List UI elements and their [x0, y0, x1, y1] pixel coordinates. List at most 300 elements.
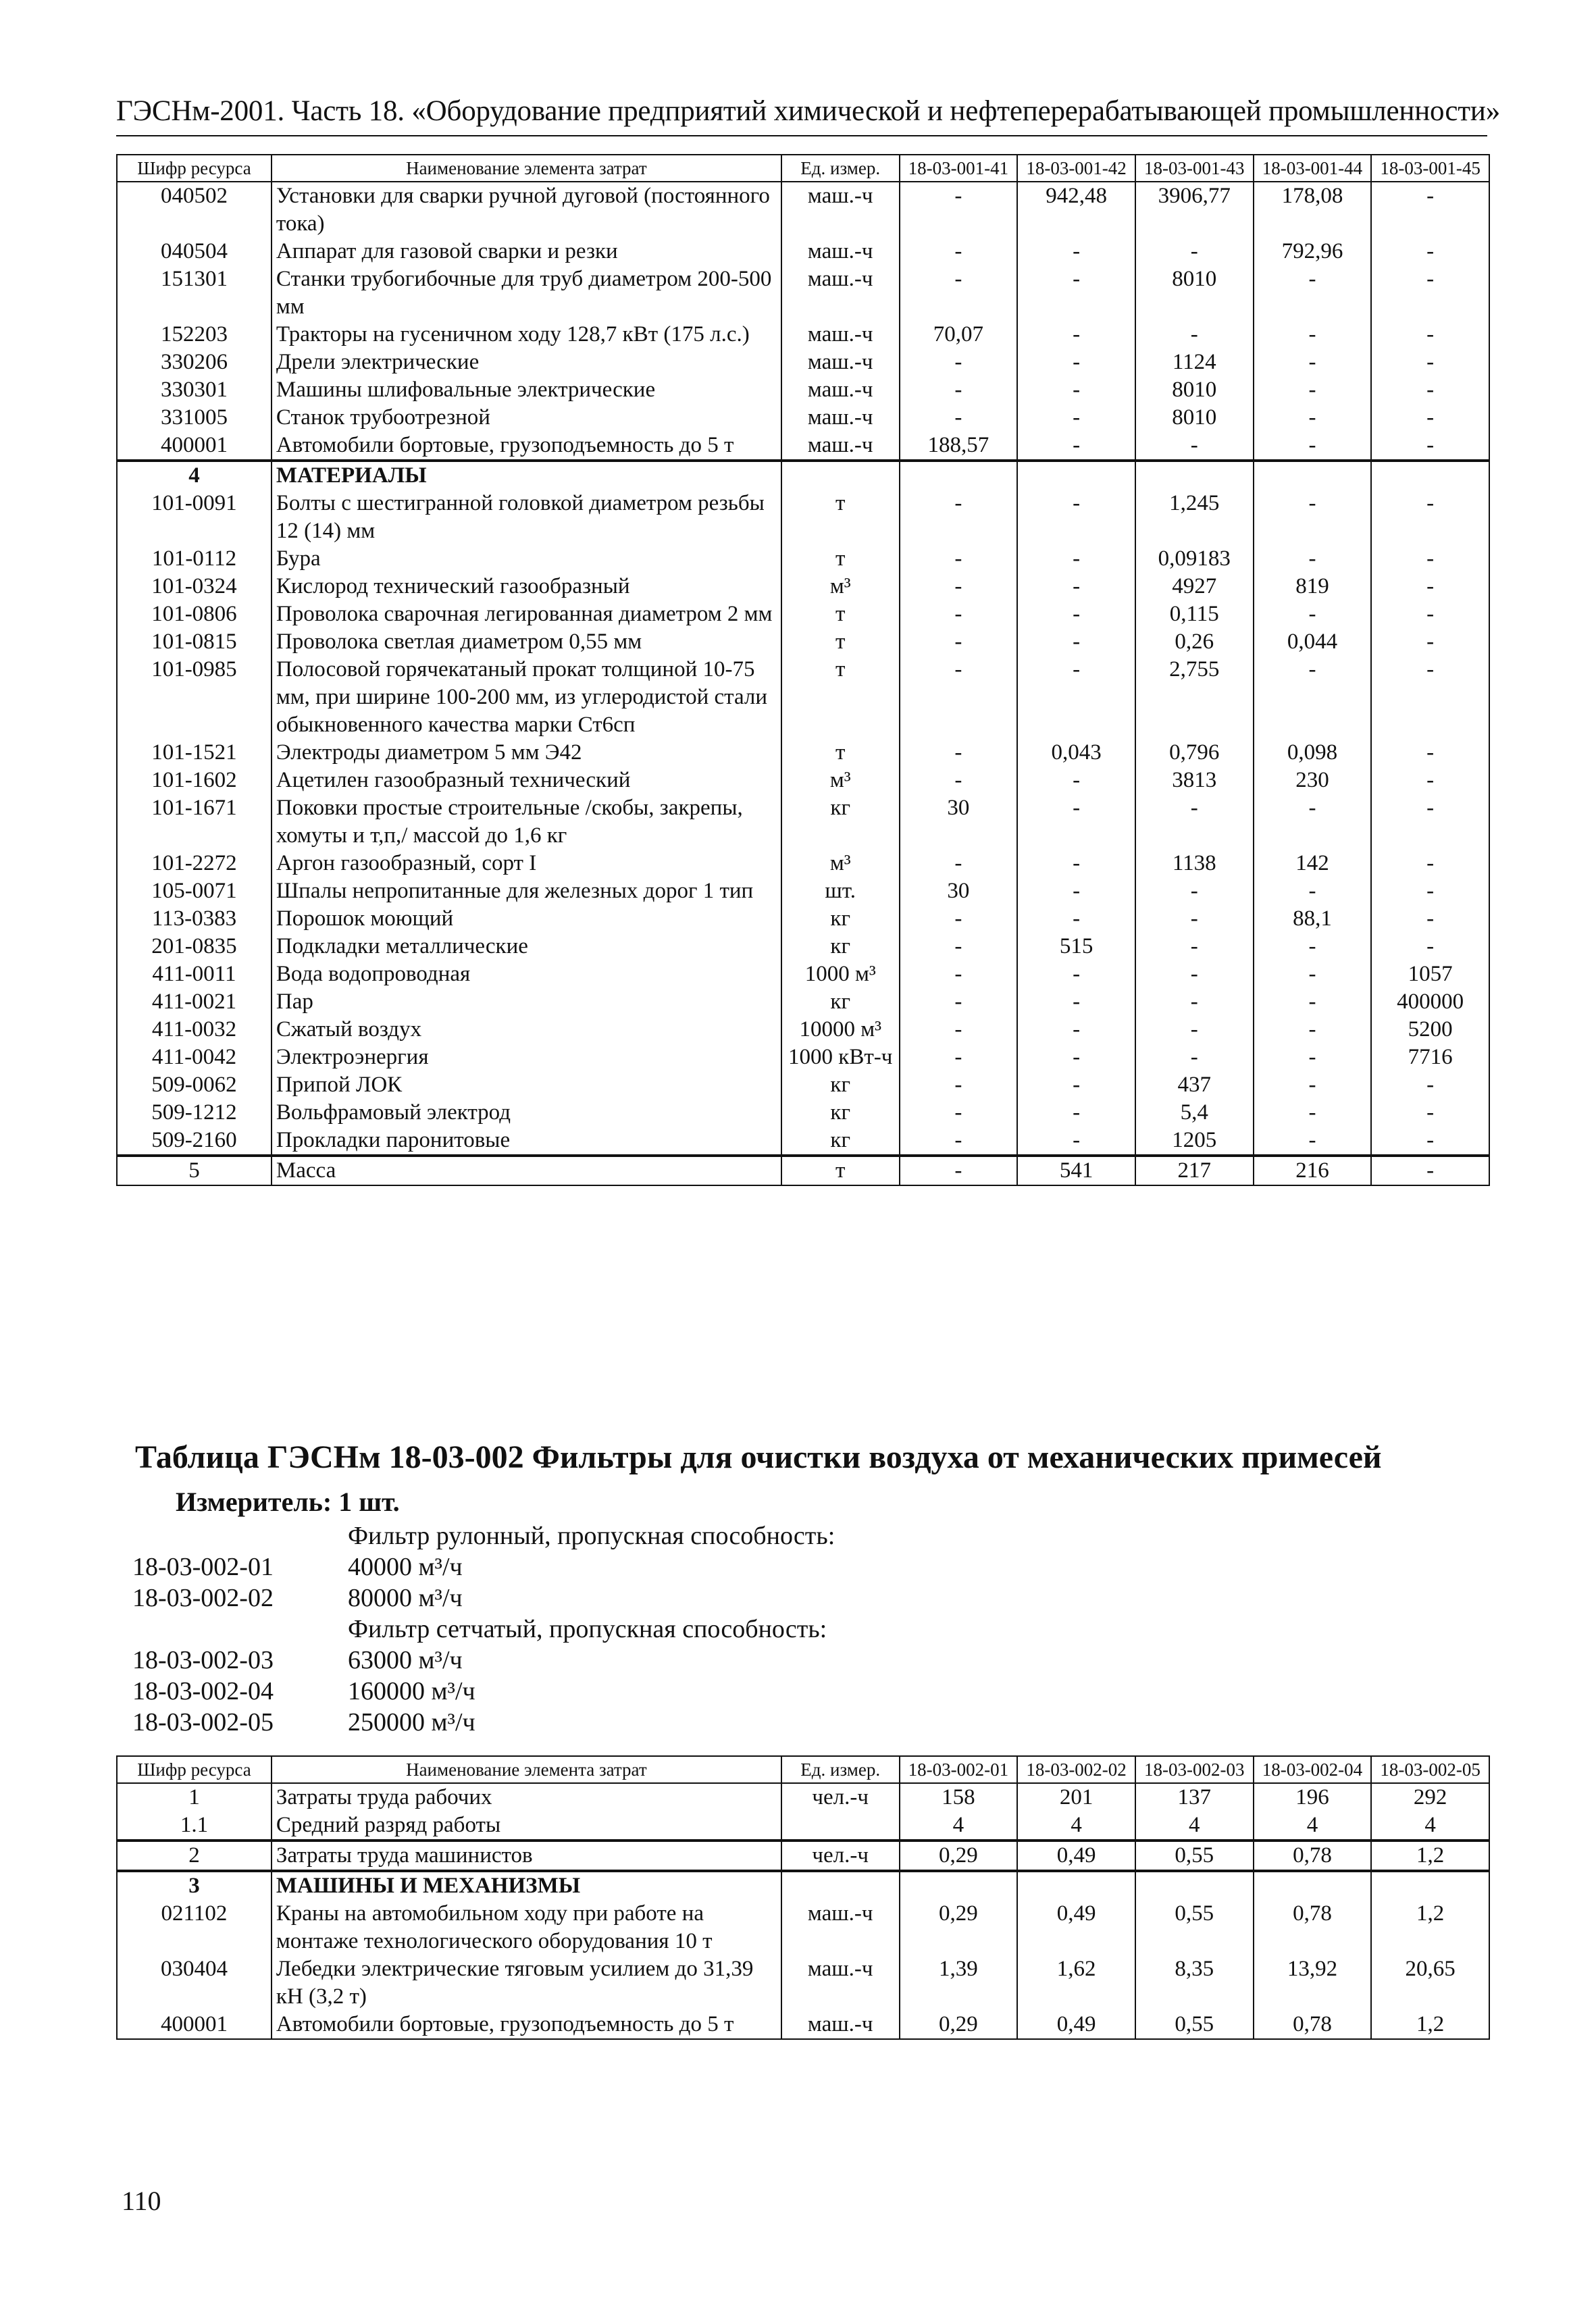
value-cell: 4: [900, 1811, 1018, 1841]
variant-value: 250000 м³/ч: [348, 1708, 475, 1737]
value-cell: -: [1371, 432, 1489, 461]
table-row: [117, 1099, 1489, 1127]
unit-cell: чел.-ч: [781, 1783, 900, 1811]
unit-cell: чел.-ч: [781, 1841, 900, 1871]
value-cell: 0,78: [1254, 1841, 1372, 1871]
value-cell: 88,1: [1254, 905, 1372, 933]
value-cell: 4: [1017, 1811, 1135, 1841]
value-cell: 158: [900, 1783, 1018, 1811]
value-cell: -: [1017, 432, 1135, 461]
resource-code-cell: 021102: [117, 1900, 272, 1955]
value-cell: -: [900, 1156, 1018, 1185]
value-cell: -: [1017, 545, 1135, 573]
unit-cell: кг: [781, 933, 900, 960]
cost-element-name-cell: Припой ЛОК: [272, 1071, 781, 1099]
resource-code-cell: 101-0112: [117, 545, 272, 573]
value-cell: -: [1017, 1016, 1135, 1044]
value-cell: 0,29: [900, 1900, 1018, 1955]
resource-code-cell: 040504: [117, 238, 272, 265]
table-row: [117, 404, 1489, 432]
value-cell: 0,09183: [1135, 545, 1254, 573]
unit-cell: кг: [781, 794, 900, 850]
table-row: [117, 1900, 1489, 1955]
column-header: Ед. измер.: [781, 155, 900, 182]
value-cell: 541: [1017, 1156, 1135, 1185]
value-cell: 7716: [1371, 1044, 1489, 1071]
value-cell: -: [900, 656, 1018, 739]
value-cell: -: [900, 1071, 1018, 1099]
value-cell: 0,043: [1017, 739, 1135, 767]
page-number: 110: [122, 2186, 161, 2216]
value-cell: -: [1254, 1071, 1372, 1099]
resource-code-cell: 4: [117, 461, 272, 490]
value-cell: 0,044: [1254, 628, 1372, 656]
cost-element-name-cell: Проволока светлая диаметром 0,55 мм: [272, 628, 781, 656]
value-cell: -: [1017, 1127, 1135, 1156]
value-cell: 196: [1254, 1783, 1372, 1811]
resource-code-cell: 101-2272: [117, 850, 272, 877]
value-cell: -: [900, 1127, 1018, 1156]
table-row: [117, 1071, 1489, 1099]
variant-code: 18-03-002-04: [132, 1677, 274, 1705]
value-cell: 1138: [1135, 850, 1254, 877]
value-cell: -: [900, 739, 1018, 767]
resource-code-cell: 1: [117, 1783, 272, 1811]
unit-cell: т: [781, 739, 900, 767]
value-cell: -: [900, 265, 1018, 321]
value-cell: 1,2: [1371, 1841, 1489, 1871]
value-cell: -: [1017, 960, 1135, 988]
value-cell: 0,098: [1254, 739, 1372, 767]
value-cell: 1,245: [1135, 490, 1254, 545]
column-header: 18-03-002-02: [1017, 1756, 1135, 1783]
value-cell: -: [1371, 877, 1489, 905]
cost-element-name-cell: МАТЕРИАЛЫ: [272, 461, 781, 490]
cost-element-name-cell: МАШИНЫ И МЕХАНИЗМЫ: [272, 1871, 781, 1900]
column-header: 18-03-001-44: [1254, 155, 1372, 182]
value-cell: -: [900, 960, 1018, 988]
cost-element-name-cell: Болты с шестигранной головкой диаметром резьбы 12 (14) мм: [272, 490, 781, 545]
table-row: [117, 628, 1489, 656]
value-cell: -: [1017, 767, 1135, 794]
value-cell: 4: [1371, 1811, 1489, 1841]
value-cell: 0,29: [900, 2011, 1018, 2039]
value-cell: -: [1254, 490, 1372, 545]
value-cell: -: [1254, 600, 1372, 628]
value-cell: -: [1371, 1099, 1489, 1127]
resource-code-cell: 101-0806: [117, 600, 272, 628]
value-cell: -: [1371, 490, 1489, 545]
value-cell: 0,78: [1254, 2011, 1372, 2039]
table-row: [117, 1783, 1489, 1811]
cost-element-name-cell: Аргон газообразный, сорт I: [272, 850, 781, 877]
value-cell: -: [1017, 850, 1135, 877]
value-cell: -: [900, 1044, 1018, 1071]
cost-element-name-cell: Дрели электрические: [272, 349, 781, 376]
value-cell: -: [1371, 767, 1489, 794]
unit-cell: шт.: [781, 877, 900, 905]
unit-cell: м³: [781, 573, 900, 600]
resource-table-18-03-001: [116, 154, 1490, 1186]
variant-value: 160000 м³/ч: [348, 1677, 475, 1705]
value-cell: -: [1017, 321, 1135, 349]
table-row: [117, 1811, 1489, 1841]
section-row: [117, 1871, 1489, 1900]
table-row: [117, 988, 1489, 1016]
table-row: [117, 960, 1489, 988]
cost-element-name-cell: Подкладки металлические: [272, 933, 781, 960]
table-row: [117, 2011, 1489, 2039]
value-cell: 217: [1135, 1156, 1254, 1185]
table-row: [117, 376, 1489, 404]
value-cell: -: [900, 628, 1018, 656]
value-cell: -: [1017, 794, 1135, 850]
variant-code: 18-03-002-01: [132, 1553, 274, 1581]
value-cell: 2,755: [1135, 656, 1254, 739]
table-row: [117, 656, 1489, 739]
value-cell: -: [1254, 794, 1372, 850]
value-cell: 201: [1017, 1783, 1135, 1811]
value-cell: 30: [900, 794, 1018, 850]
cost-element-name-cell: Бура: [272, 545, 781, 573]
column-header: 18-03-001-42: [1017, 155, 1135, 182]
value-cell: 70,07: [900, 321, 1018, 349]
value-cell: 4: [1254, 1811, 1372, 1841]
resource-code-cell: 330206: [117, 349, 272, 376]
value-cell: -: [900, 1099, 1018, 1127]
table-row: [117, 182, 1489, 238]
value-cell: 437: [1135, 1071, 1254, 1099]
value-cell: -: [1371, 905, 1489, 933]
value-cell: -: [1017, 905, 1135, 933]
table-row: [117, 794, 1489, 850]
value-cell: -: [1371, 628, 1489, 656]
resource-table-18-03-002: [116, 1755, 1490, 2040]
meter-label: Измеритель: 1 шт.: [176, 1487, 400, 1517]
value-cell: -: [1371, 933, 1489, 960]
table-row: [117, 905, 1489, 933]
value-cell: -: [1254, 349, 1372, 376]
cost-element-name-cell: Вода водопроводная: [272, 960, 781, 988]
value-cell: 30: [900, 877, 1018, 905]
variant-group-heading: Фильтр сетчатый, пропускная способность:: [348, 1615, 827, 1643]
value-cell: 0,49: [1017, 1841, 1135, 1871]
resource-code-cell: 101-0091: [117, 490, 272, 545]
unit-cell: маш.-ч: [781, 432, 900, 461]
variant-code: 18-03-002-03: [132, 1646, 274, 1674]
unit-cell: 1000 м³: [781, 960, 900, 988]
value-cell: -: [1135, 432, 1254, 461]
unit-cell: м³: [781, 767, 900, 794]
value-cell: -: [1371, 1127, 1489, 1156]
resource-code-cell: 411-0011: [117, 960, 272, 988]
value-cell: -: [1017, 573, 1135, 600]
value-cell: 0,115: [1135, 600, 1254, 628]
value-cell: 400000: [1371, 988, 1489, 1016]
value-cell: -: [1017, 1044, 1135, 1071]
table-row: [117, 600, 1489, 628]
value-cell: -: [1254, 877, 1372, 905]
unit-cell: кг: [781, 1071, 900, 1099]
value-cell: 1,2: [1371, 1900, 1489, 1955]
value-cell: 142: [1254, 850, 1372, 877]
value-cell: -: [1371, 376, 1489, 404]
cost-element-name-cell: Аппарат для газовой сварки и резки: [272, 238, 781, 265]
value-cell: 792,96: [1254, 238, 1372, 265]
table-row: [117, 739, 1489, 767]
unit-cell: маш.-ч: [781, 1900, 900, 1955]
value-cell: -: [1135, 933, 1254, 960]
resource-code-cell: 509-2160: [117, 1127, 272, 1156]
value-cell: 0,55: [1135, 2011, 1254, 2039]
cost-element-name-cell: Станки трубогибочные для труб диаметром 200-500 мм: [272, 265, 781, 321]
cost-element-name-cell: Кислород технический газообразный: [272, 573, 781, 600]
resource-code-cell: 400001: [117, 432, 272, 461]
value-cell: -: [1017, 404, 1135, 432]
resource-code-cell: 101-1602: [117, 767, 272, 794]
value-cell: [1254, 461, 1372, 490]
cost-element-name-cell: Поковки простые строительные /скобы, закрепы, хомуты и т,п,/ массой до 1,6 кг: [272, 794, 781, 850]
unit-cell: т: [781, 656, 900, 739]
column-header: Наименование элемента затрат: [272, 1756, 781, 1783]
unit-cell: [781, 1811, 900, 1841]
cost-element-name-cell: Установки для сварки ручной дуговой (постоянного тока): [272, 182, 781, 238]
value-cell: -: [1135, 877, 1254, 905]
resource-code-cell: 411-0042: [117, 1044, 272, 1071]
value-cell: -: [1017, 656, 1135, 739]
value-cell: -: [1254, 545, 1372, 573]
value-cell: 5,4: [1135, 1099, 1254, 1127]
table-row: [117, 1841, 1489, 1871]
variant-code: 18-03-002-02: [132, 1584, 274, 1612]
value-cell: -: [900, 905, 1018, 933]
unit-cell: маш.-ч: [781, 376, 900, 404]
value-cell: -: [1017, 238, 1135, 265]
table-row: [117, 767, 1489, 794]
column-header: Наименование элемента затрат: [272, 155, 781, 182]
value-cell: [900, 1871, 1018, 1900]
unit-cell: маш.-ч: [781, 349, 900, 376]
resource-code-cell: 040502: [117, 182, 272, 238]
value-cell: [900, 461, 1018, 490]
cost-element-name-cell: Затраты труда машинистов: [272, 1841, 781, 1871]
unit-cell: кг: [781, 1127, 900, 1156]
column-header: Ед. измер.: [781, 1756, 900, 1783]
value-cell: 0,796: [1135, 739, 1254, 767]
value-cell: -: [1135, 321, 1254, 349]
resource-code-cell: 509-1212: [117, 1099, 272, 1127]
table-row: [117, 432, 1489, 461]
value-cell: 178,08: [1254, 182, 1372, 238]
table-header-row: [117, 155, 1489, 182]
table-title: Таблица ГЭСНм 18-03-002 Фильтры для очистки воздуха от механических примесей: [135, 1439, 1382, 1475]
resource-code-cell: 1.1: [117, 1811, 272, 1841]
table-row: [117, 850, 1489, 877]
value-cell: [1254, 1871, 1372, 1900]
value-cell: -: [1254, 1016, 1372, 1044]
value-cell: 230: [1254, 767, 1372, 794]
value-cell: 1124: [1135, 349, 1254, 376]
cost-element-name-cell: Тракторы на гусеничном ходу 128,7 кВт (175 л.с.): [272, 321, 781, 349]
cost-element-name-cell: Сжатый воздух: [272, 1016, 781, 1044]
resource-code-cell: 509-0062: [117, 1071, 272, 1099]
value-cell: -: [900, 376, 1018, 404]
resource-code-cell: 105-0071: [117, 877, 272, 905]
cost-element-name-cell: Лебедки электрические тяговым усилием до 31,39 кН (3,2 т): [272, 1955, 781, 2011]
cost-element-name-cell: Проволока сварочная легированная диаметром 2 мм: [272, 600, 781, 628]
running-header: ГЭСНм-2001. Часть 18. «Оборудование предприятий химической и нефтеперерабатывающей промышленности»: [116, 95, 1500, 127]
unit-cell: маш.-ч: [781, 321, 900, 349]
resource-code-cell: 101-0815: [117, 628, 272, 656]
value-cell: -: [1254, 1127, 1372, 1156]
unit-cell: т: [781, 600, 900, 628]
variant-group-heading: Фильтр рулонный, пропускная способность:: [348, 1522, 835, 1550]
value-cell: -: [900, 349, 1018, 376]
table-row: [117, 1127, 1489, 1156]
value-cell: 0,49: [1017, 2011, 1135, 2039]
value-cell: 0,55: [1135, 1841, 1254, 1871]
value-cell: -: [900, 404, 1018, 432]
table-body: [117, 1783, 1489, 2039]
value-cell: -: [1017, 265, 1135, 321]
table-row: [117, 349, 1489, 376]
value-cell: -: [900, 490, 1018, 545]
unit-cell: т: [781, 628, 900, 656]
value-cell: [1371, 461, 1489, 490]
cost-element-name-cell: Порошок моющий: [272, 905, 781, 933]
value-cell: 4: [1135, 1811, 1254, 1841]
value-cell: 8010: [1135, 376, 1254, 404]
resource-code-cell: 151301: [117, 265, 272, 321]
value-cell: 8010: [1135, 265, 1254, 321]
cost-element-name-cell: Автомобили бортовые, грузоподъемность до 5 т: [272, 432, 781, 461]
column-header: 18-03-002-04: [1254, 1756, 1372, 1783]
value-cell: -: [900, 1016, 1018, 1044]
value-cell: -: [1135, 238, 1254, 265]
cost-element-name-cell: Пар: [272, 988, 781, 1016]
value-cell: -: [1254, 265, 1372, 321]
value-cell: -: [1254, 1099, 1372, 1127]
cost-element-name-cell: Машины шлифовальные электрические: [272, 376, 781, 404]
table-row: [117, 490, 1489, 545]
value-cell: -: [1371, 794, 1489, 850]
value-cell: 8010: [1135, 404, 1254, 432]
cost-element-name-cell: Электроэнергия: [272, 1044, 781, 1071]
value-cell: -: [1135, 1044, 1254, 1071]
value-cell: -: [1371, 265, 1489, 321]
table-row: [117, 933, 1489, 960]
table-row: [117, 321, 1489, 349]
header-rule: [116, 135, 1487, 136]
unit-cell: [781, 461, 900, 490]
value-cell: -: [1371, 1071, 1489, 1099]
value-cell: -: [1254, 1044, 1372, 1071]
value-cell: 0,26: [1135, 628, 1254, 656]
unit-cell: маш.-ч: [781, 265, 900, 321]
cost-element-name-cell: Ацетилен газообразный технический: [272, 767, 781, 794]
table-row: [117, 877, 1489, 905]
value-cell: -: [1017, 988, 1135, 1016]
value-cell: -: [900, 545, 1018, 573]
cost-element-name-cell: Станок трубоотрезной: [272, 404, 781, 432]
value-cell: 1,39: [900, 1955, 1018, 2011]
value-cell: -: [1371, 545, 1489, 573]
value-cell: -: [1017, 376, 1135, 404]
unit-cell: маш.-ч: [781, 238, 900, 265]
value-cell: 515: [1017, 933, 1135, 960]
cost-element-name-cell: Автомобили бортовые, грузоподъемность до 5 т: [272, 2011, 781, 2039]
value-cell: 1205: [1135, 1127, 1254, 1156]
resource-code-cell: 101-0985: [117, 656, 272, 739]
column-header: 18-03-001-45: [1371, 155, 1489, 182]
value-cell: 1,2: [1371, 2011, 1489, 2039]
variant-value: 80000 м³/ч: [348, 1584, 463, 1612]
unit-cell: т: [781, 1156, 900, 1185]
value-cell: [1135, 1871, 1254, 1900]
value-cell: -: [1135, 905, 1254, 933]
value-cell: -: [1371, 656, 1489, 739]
value-cell: -: [900, 988, 1018, 1016]
value-cell: -: [900, 850, 1018, 877]
value-cell: 0,55: [1135, 1900, 1254, 1955]
value-cell: -: [1371, 349, 1489, 376]
value-cell: -: [900, 767, 1018, 794]
unit-cell: маш.-ч: [781, 2011, 900, 2039]
variant-code: 18-03-002-05: [132, 1708, 274, 1737]
cost-element-name-cell: Полосовой горячекатаный прокат толщиной 10-75 мм, при ширине 100-200 мм, из углеродистой стали обыкновенного качества марки Ст6сп: [272, 656, 781, 739]
resource-code-cell: 101-0324: [117, 573, 272, 600]
value-cell: -: [1135, 960, 1254, 988]
value-cell: -: [1017, 349, 1135, 376]
value-cell: -: [1017, 1099, 1135, 1127]
column-header: 18-03-002-05: [1371, 1756, 1489, 1783]
value-cell: -: [1017, 1071, 1135, 1099]
value-cell: 0,49: [1017, 1900, 1135, 1955]
resource-code-cell: 411-0021: [117, 988, 272, 1016]
value-cell: 5200: [1371, 1016, 1489, 1044]
unit-cell: кг: [781, 905, 900, 933]
cost-element-name-cell: Шпалы непропитанные для железных дорог 1 тип: [272, 877, 781, 905]
cost-element-name-cell: Прокладки паронитовые: [272, 1127, 781, 1156]
column-header: 18-03-001-41: [900, 155, 1018, 182]
value-cell: -: [900, 182, 1018, 238]
value-cell: -: [1017, 490, 1135, 545]
unit-cell: маш.-ч: [781, 1955, 900, 2011]
value-cell: -: [1371, 850, 1489, 877]
table-row: [117, 238, 1489, 265]
unit-cell: кг: [781, 1099, 900, 1127]
value-cell: 216: [1254, 1156, 1372, 1185]
cost-element-name-cell: Краны на автомобильном ходу при работе на монтаже технологического оборудования 10 т: [272, 1900, 781, 1955]
value-cell: -: [1135, 794, 1254, 850]
resource-code-cell: 152203: [117, 321, 272, 349]
value-cell: -: [1254, 656, 1372, 739]
value-cell: -: [1254, 432, 1372, 461]
value-cell: -: [1371, 739, 1489, 767]
value-cell: -: [1254, 988, 1372, 1016]
value-cell: 188,57: [900, 432, 1018, 461]
cost-element-name-cell: Средний разряд работы: [272, 1811, 781, 1841]
value-cell: -: [1371, 1156, 1489, 1185]
unit-cell: м³: [781, 850, 900, 877]
value-cell: -: [1135, 988, 1254, 1016]
value-cell: 20,65: [1371, 1955, 1489, 2011]
column-header: 18-03-002-03: [1135, 1756, 1254, 1783]
resource-code-cell: 101-1671: [117, 794, 272, 850]
cost-element-name-cell: Электроды диаметром 5 мм Э42: [272, 739, 781, 767]
table-row: [117, 1955, 1489, 2011]
value-cell: 1,62: [1017, 1955, 1135, 2011]
